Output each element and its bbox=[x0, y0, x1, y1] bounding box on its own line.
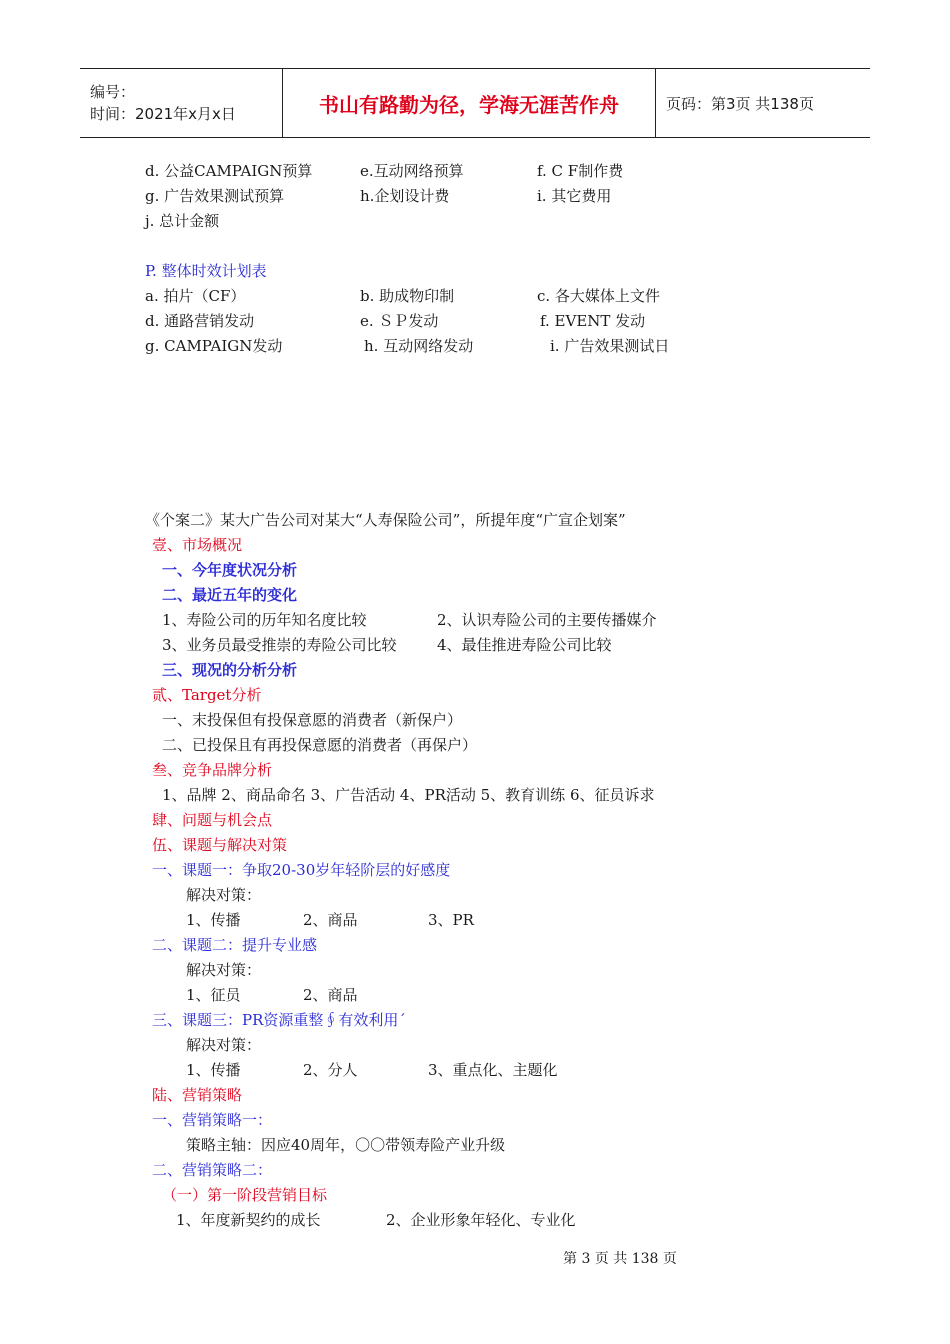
schedule-item: b. 助成物印制 bbox=[360, 287, 455, 305]
outline-item: 1、征员 bbox=[186, 986, 241, 1004]
subsection-heading: 二、营销策略二： bbox=[152, 1161, 273, 1179]
page-header bbox=[80, 68, 870, 138]
section-heading: 叁、竞争品牌分析 bbox=[152, 761, 273, 779]
motto: 书山有路勤为径，学海无涯苦作舟 bbox=[319, 92, 619, 117]
budget-item: i. 其它费用 bbox=[537, 187, 612, 205]
budget-item: d. 公益CAMPAIGN预算 bbox=[145, 162, 313, 180]
outline-text: 解决对策： bbox=[186, 961, 262, 979]
time-label: 时间：2021年x月x日 bbox=[90, 105, 236, 123]
section-heading: 壹、市场概况 bbox=[152, 536, 243, 554]
outline-text: 解决对策： bbox=[186, 886, 262, 904]
outline-item: 1、年度新契约的成长 bbox=[176, 1211, 321, 1229]
outline-item: 2、认识寿险公司的主要传播媒介 bbox=[437, 611, 657, 629]
outline-text: 一、末投保但有投保意愿的消费者（新保户） bbox=[162, 711, 463, 729]
subsection-heading: 二、课题二：提升专业感 bbox=[152, 936, 318, 954]
subsection-heading: 一、营销策略一： bbox=[152, 1111, 273, 1129]
outline-item: 3、业务员最受推崇的寿险公司比较 bbox=[162, 636, 397, 654]
outline-item: 4、最佳推进寿险公司比较 bbox=[437, 636, 612, 654]
outline-text: 策略主轴：因应40周年，〇〇带领寿险产业升级 bbox=[186, 1136, 506, 1154]
schedule-item: d. 通路营销发动 bbox=[145, 312, 255, 330]
subsection-heading: 三、现况的分析分析 bbox=[162, 661, 298, 679]
schedule-item: f. EVENT 发动 bbox=[540, 312, 646, 330]
header-left-cell bbox=[80, 69, 282, 137]
page-code: 页码：第3页 共138页 bbox=[666, 94, 814, 113]
outline-item: 2、商品 bbox=[303, 911, 358, 929]
budget-item: h.企划设计费 bbox=[360, 187, 450, 205]
outline-text: 1、品牌 2、商品命名 3、广告活动 4、PR活动 5、教育训练 6、征员诉求 bbox=[162, 786, 655, 804]
section-heading: 肆、问题与机会点 bbox=[152, 811, 273, 829]
section-heading: 贰、Target分析 bbox=[152, 686, 262, 704]
subsection-heading: 一、课题一：争取20-30岁年轻阶层的好感度 bbox=[152, 861, 451, 879]
schedule-item: a. 拍片（CF） bbox=[145, 287, 246, 305]
header-motto-cell bbox=[282, 69, 656, 137]
outline-text: 二、已投保且有再投保意愿的消费者（再保户） bbox=[162, 736, 478, 754]
header-page-cell bbox=[656, 69, 870, 137]
subsection-heading: 一、今年度状况分析 bbox=[162, 561, 298, 579]
outline-item: 3、重点化、主题化 bbox=[428, 1061, 558, 1079]
schedule-item: g. CAMPAIGN发动 bbox=[145, 337, 283, 355]
schedule-item: i. 广告效果测试日 bbox=[550, 337, 670, 355]
outline-item: 2、商品 bbox=[303, 986, 358, 1004]
schedule-item: h. 互动网络发动 bbox=[364, 337, 474, 355]
subsection-heading: 三、课题三：PR资源重整∮有效利用ˊ bbox=[152, 1011, 406, 1029]
budget-item: j. 总计金额 bbox=[145, 212, 220, 230]
outline-item: 2、企业形象年轻化、专业化 bbox=[386, 1211, 576, 1229]
section-heading: （一）第一阶段营销目标 bbox=[162, 1186, 328, 1204]
schedule-item: c. 各大媒体上文件 bbox=[537, 287, 660, 305]
budget-item: f. C F制作费 bbox=[537, 162, 624, 180]
budget-item: e.互动网络预算 bbox=[360, 162, 464, 180]
outline-item: 1、寿险公司的历年知名度比较 bbox=[162, 611, 367, 629]
schedule-title: P. 整体时效计划表 bbox=[145, 262, 267, 280]
schedule-item: e. ＳＰ发动 bbox=[360, 312, 439, 330]
outline-item: 1、传播 bbox=[186, 1061, 241, 1079]
number-label: 编号： bbox=[90, 83, 136, 101]
outline-item: 1、传播 bbox=[186, 911, 241, 929]
outline-text: 解决对策： bbox=[186, 1036, 262, 1054]
section-heading: 伍、课题与解决对策 bbox=[152, 836, 288, 854]
page-footer: 第 3 页 共 138 页 bbox=[563, 1251, 677, 1267]
subsection-heading: 二、最近五年的变化 bbox=[162, 586, 298, 604]
outline-item: 3、PR bbox=[428, 911, 474, 929]
section-heading: 陆、营销策略 bbox=[152, 1086, 243, 1104]
outline-item: 2、分人 bbox=[303, 1061, 358, 1079]
case-title: 《个案二》某大广告公司对某大“人寿保险公司”，所提年度“广宣企划案” bbox=[145, 511, 626, 529]
budget-item: g. 广告效果测试预算 bbox=[145, 187, 285, 205]
